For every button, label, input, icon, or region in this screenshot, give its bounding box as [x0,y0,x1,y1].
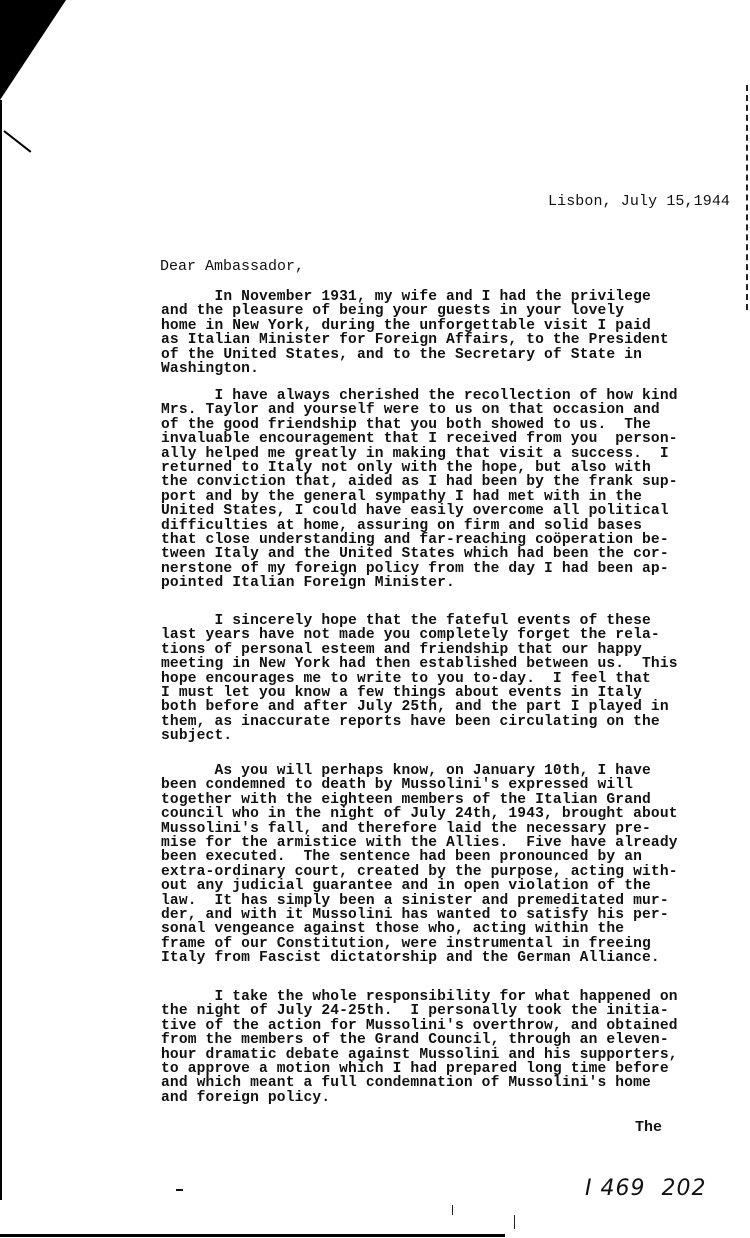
text-line: tions of personal esteem and friendship that our happy [161,641,643,658]
text-line: I sincerely hope that the fateful events of these [161,613,651,629]
dateline: Lisbon, July 15,1944 [548,193,731,210]
text-line: pointed Italian Foreign Minister. [161,575,455,592]
text-line: last years have not made you completely forget the rela- [161,627,660,644]
text-line: from the members of the Grand Council, through an eleven- [161,1032,669,1049]
text-line: been condemned to death by Mussolini's expressed will [161,777,634,794]
text-line: subject. [161,728,233,745]
text-line: I have always cherished the recollection of how kind [161,388,678,404]
folded-corner [0,0,66,100]
text-line: nerstone of my foreign policy from the day I had been ap- [161,560,669,577]
paragraph-5 [161,990,721,1105]
text-line: difficulties at home, assuring on firm and solid bases [161,517,643,534]
paragraph-2 [161,389,721,591]
text-line: council who in the night of July 24th, 1943, brought about [161,806,678,823]
text-line: I must let you know a few things about events in Italy [161,685,643,702]
text-line: as Italian Minister for Foreign Affairs, to the President [161,332,669,349]
page-right-edge [746,85,750,310]
paragraph-1 [161,290,721,376]
text-line: and which meant a full condemnation of Mussolini's home [161,1075,651,1092]
text-line: Mrs. Taylor and yourself were to us on that occasion and [161,402,660,419]
text-line: As you will perhaps know, on January 10th, I have [161,763,651,779]
paragraph-3 [161,614,721,744]
text-line: been executed. The sentence had been pronounced by an [161,849,643,866]
text-line: tween Italy and the United States which had been the cor- [161,546,669,563]
text-line: der, and with it Mussolini has wanted to satisfy his per- [161,907,669,924]
stray-mark [514,1215,515,1229]
text-line: mise for the armistice with the Allies. Five have already [161,835,678,852]
text-line: tive of the action for Mussolini's overthrow, and obtained [161,1017,678,1034]
page-bottom-edge [0,1234,505,1237]
text-line: of the United States, and to the Secretary of State in [161,346,643,363]
text-line: hope encourages me to write to you to-day. I feel that [161,670,651,687]
continuation-catchword: The [635,1119,663,1136]
text-line: and the pleasure of being your guests in your lovely [161,303,625,320]
text-line: home in New York, during the unforgettable visit I paid [161,317,651,334]
salutation: Dear Ambassador, [160,258,305,275]
scratch-mark [3,130,31,153]
text-line: United States, I could have easily overcome all political [161,503,669,520]
text-line: sonal vengeance against those who, acting within the [161,921,625,938]
stray-mark [176,1189,183,1191]
text-line: Mussolini's fall, and therefore laid the necessary pre- [161,820,651,837]
stray-mark [452,1205,453,1215]
text-line: the night of July 24-25th. I personally took the initia- [161,1003,669,1020]
paragraph-4 [161,764,721,966]
text-line: that close understanding and far-reaching coöperation be- [161,532,669,549]
text-line: Washington. [161,361,259,378]
text-line: together with the eighteen members of the Italian Grand [161,791,651,808]
text-line: returned to Italy not only with the hope, but also with [161,460,651,477]
text-line: I take the whole responsibility for what happened on [161,989,678,1005]
text-line: invaluable encouragement that I received from you person- [161,431,678,448]
text-line: meeting in New York had then established between us. This [161,656,678,673]
text-line: ally helped me greatly in making that visit a success. I [161,445,669,462]
text-line: and foreign policy. [161,1089,331,1106]
text-line: out any judicial guarantee and in open violation of the [161,878,651,895]
text-line: to approve a motion which I had prepared long time before [161,1061,669,1078]
text-line: frame of our Constitution, were instrumental in freeing [161,935,651,952]
page-left-edge [0,100,2,1200]
text-line: both before and after July 25th, and the part I played in [161,699,669,716]
text-line: law. It has simply been a sinister and premeditated mur- [161,892,669,909]
text-line: the conviction that, aided as I had been by the frank sup- [161,474,678,491]
text-line: In November 1931, my wife and I had the privilege [161,289,651,305]
text-line: Italy from Fascist dictatorship and the German Alliance. [161,950,660,967]
text-line: them, as inaccurate reports have been circulating on the [161,713,660,730]
archive-reference-mark: I 469 202 [585,1176,707,1201]
text-line: hour dramatic debate against Mussolini and his supporters, [161,1046,678,1063]
text-line: extra-ordinary court, created by the purpose, acting with- [161,863,678,880]
text-line: of the good friendship that you both showed to us. The [161,416,651,433]
text-line: port and by the general sympathy I had met with in the [161,488,643,505]
